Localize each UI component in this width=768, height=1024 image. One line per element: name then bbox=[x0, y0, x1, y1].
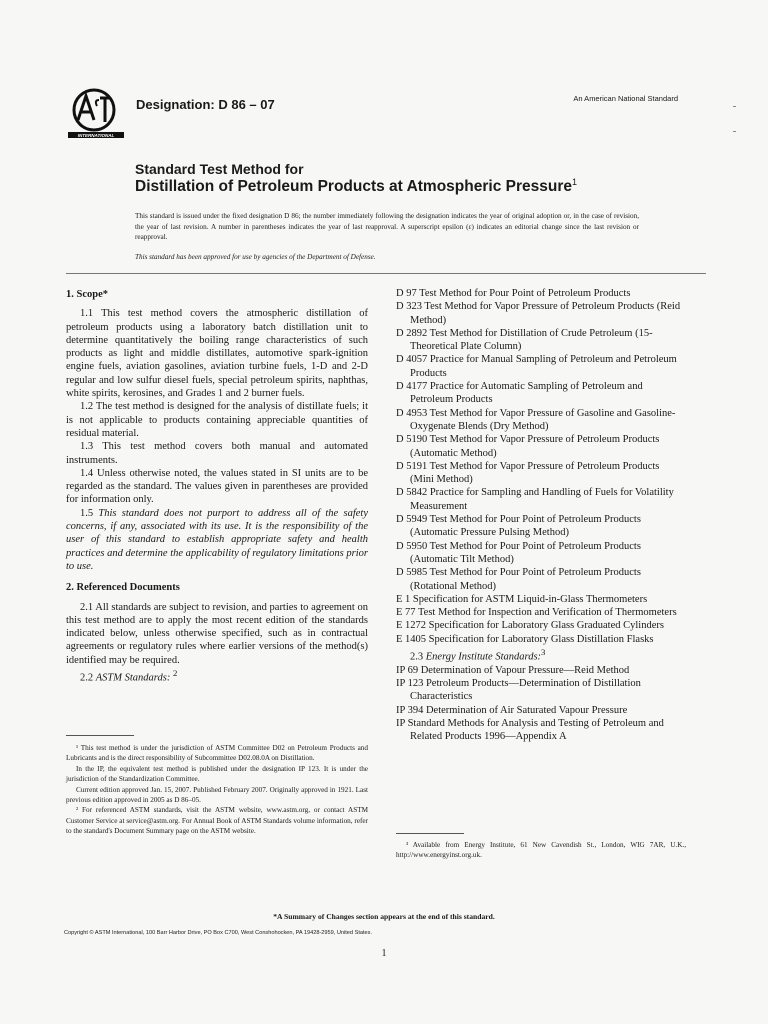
issued-notice: This standard is issued under the fixed designation D 86; the number immediately following the designation indicates the year of original adoption or, in the case of revision, the year of last revision. A number in parentheses indicates the year of last reapproval. A superscript epsilon (ε) indicates an editorial change since the last revision or reapproval. bbox=[135, 212, 639, 241]
footnote-3: ³ Available from Energy Institute, 61 New Cavendish St., London, WIG 7AR, U.K., http://www.energyinst.org.uk. bbox=[396, 841, 686, 860]
section-1-4: 1.4 Unless otherwise noted, the values stated in SI units are to be regarded as the standard. The values given in parentheses are provided for information only. bbox=[66, 467, 368, 506]
left-footnotes bbox=[66, 743, 368, 837]
section-2-2-text: ASTM Standards: bbox=[95, 672, 171, 684]
section-1-1: 1.1 This test method covers the atmospheric distillation of petroleum products using a laboratory batch distillation unit to determine quantitatively the boiling range characteristics of such products as light and middle distillates, automotive spark-ignition engine fuels, aviation gasolines, aviation turbine fuels, 1-D and 2-D regular and low sulfur diesel fuels, special petroleum spirits, naphthas, white spirits, kerosines, and Grades 1 and 2 burner fuels. bbox=[66, 308, 368, 400]
footnote-rule bbox=[396, 833, 464, 834]
section-1-5 bbox=[66, 507, 368, 573]
right-column bbox=[396, 287, 684, 744]
reference-item: D 5190 Test Method for Vapor Pressure of Petroleum Products (Automatic Method) bbox=[396, 434, 660, 459]
reference-item: D 5985 Test Method for Pour Point of Petroleum Products (Rotational Method) bbox=[396, 567, 641, 592]
svg-text:INTERNATIONAL: INTERNATIONAL bbox=[77, 133, 115, 138]
section-1-5-number: 1.5 bbox=[80, 507, 94, 519]
footnote-mark-3: 3 bbox=[541, 647, 546, 658]
reference-item: E 77 Test Method for Inspection and Verification of Thermometers bbox=[396, 607, 677, 619]
reference-item: D 5950 Test Method for Pour Point of Petroleum Products (Automatic Tilt Method) bbox=[396, 540, 641, 565]
summary-of-changes-note: *A Summary of Changes section appears at the end of this standard. bbox=[273, 912, 495, 921]
margin-tick bbox=[733, 131, 736, 132]
footnote-1-edition: Current edition approved Jan. 15, 2007. Published February 2007. Originally approved in 1921. Last previous edition approved in 2005 as D 86–05. bbox=[66, 785, 368, 805]
reference-item: D 4057 Practice for Manual Sampling of Petroleum and Petroleum Products bbox=[396, 354, 677, 379]
section-1-2: 1.2 The test method is designed for the analysis of distillate fuels; it is not applicable to products containing appreciable quantities of residual material. bbox=[66, 401, 368, 439]
scope-heading: 1. Scope* bbox=[66, 289, 108, 300]
reference-item: D 4177 Practice for Automatic Sampling of Petroleum and Petroleum Products bbox=[396, 381, 643, 406]
left-column bbox=[66, 288, 368, 685]
reference-item: D 2892 Test Method for Distillation of Crude Petroleum (15-Theoretical Plate Column) bbox=[396, 327, 653, 353]
title-footnote-mark: 1 bbox=[571, 177, 577, 187]
section-2-3-text: Energy Institute Standards: bbox=[425, 651, 542, 663]
ip-reference-item: IP 394 Determination of Air Saturated Vapour Pressure bbox=[396, 704, 628, 716]
footnote-rule bbox=[66, 735, 134, 736]
ip-reference-item: IP 123 Petroleum Products—Determination of Distillation Characteristics bbox=[396, 678, 641, 703]
footnote-2: ² For referenced ASTM standards, visit the ASTM website, www.astm.org, or contact ASTM Customer Service at service@astm.org. For Annual Book of ASTM Standards volume information, refer to the standard's Document Summary page on the ASTM website. bbox=[66, 806, 368, 836]
reference-item: D 5949 Test Method for Pour Point of Petroleum Products (Automatic Pressure Pulsing Method) bbox=[396, 514, 641, 539]
section-2-1: 2.1 All standards are subject to revision, and parties to agreement on this test method are to apply the most recent edition of the standards indicated below, unless otherwise specified, such as in contractual agreements or regulatory rules where earlier versions of the method(s) identified may be required. bbox=[66, 601, 368, 666]
section-1-3: 1.3 This test method covers both manual and automated instruments. bbox=[66, 441, 368, 466]
footnote-1: ¹ This test method is under the jurisdiction of ASTM Committee D02 on Petroleum Products and Lubricants and is the direct responsibility of Subcommittee D02.08.0A on Distillation. bbox=[66, 744, 368, 763]
title-text: Distillation of Petroleum Products at Atmospheric Pressure bbox=[135, 178, 572, 196]
section-2-3 bbox=[396, 646, 684, 664]
footnote-1-ip: In the IP, the equivalent test method is published under the designation IP 123. It is under the jurisdiction of the Standardization Committee. bbox=[66, 764, 368, 784]
header-divider bbox=[66, 273, 706, 274]
section-2-2-number: 2.2 bbox=[80, 672, 94, 684]
ip-reference-item: IP 69 Determination of Vapour Pressure—Reid Method bbox=[396, 664, 630, 676]
referenced-documents-heading: 2. Referenced Documents bbox=[66, 582, 180, 594]
title-line-2 bbox=[135, 177, 577, 196]
reference-item: D 4953 Test Method for Vapor Pressure of Gasoline and Gasoline-Oxygenate Blends (Dry Method) bbox=[396, 407, 676, 432]
reference-item: E 1272 Specification for Laboratory Glass Graduated Cylinders bbox=[396, 620, 664, 632]
margin-tick bbox=[733, 106, 736, 107]
designation: Designation: D 86 – 07 bbox=[136, 97, 275, 112]
reference-item: E 1405 Specification for Laboratory Glass Distillation Flasks bbox=[396, 633, 654, 645]
footnote-mark-2: 2 bbox=[172, 668, 178, 679]
right-footnotes bbox=[396, 840, 686, 861]
section-2-3-number: 2.3 bbox=[410, 651, 424, 663]
reference-item: D 97 Test Method for Pour Point of Petroleum Products bbox=[396, 288, 631, 299]
reference-item: D 5842 Practice for Sampling and Handling of Fuels for Volatility Measurement bbox=[396, 487, 674, 512]
reference-item: D 323 Test Method for Vapor Pressure of Petroleum Products (Reid Method) bbox=[396, 301, 681, 326]
section-1-5-text: This standard does not purport to address all of the safety concerns, if any, associated with its use. It is the responsibility of the user of this standard to establish appropriate safety and health practices and determine the applicability of regulatory limitations prior to use. bbox=[66, 507, 368, 572]
standard-type: An American National Standard bbox=[573, 94, 678, 103]
page-number: 1 bbox=[381, 948, 387, 959]
reference-item: D 5191 Test Method for Vapor Pressure of Petroleum Products (Mini Method) bbox=[396, 460, 660, 486]
ip-reference-item: IP Standard Methods for Analysis and Testing of Petroleum and Related Products 1996—Appendix A bbox=[396, 718, 664, 743]
reference-item: E 1 Specification for ASTM Liquid-in-Glass Thermometers bbox=[396, 593, 648, 605]
astm-logo bbox=[64, 86, 128, 142]
title-line-1: Standard Test Method for bbox=[135, 161, 304, 177]
copyright: Copyright © ASTM International, 100 Barr Harbor Drive, PO Box C700, West Conshohocken, PA 19428-2959, United States. bbox=[64, 930, 372, 936]
approved-notice: This standard has been approved for use by agencies of the Department of Defense. bbox=[135, 253, 376, 261]
section-2-2 bbox=[66, 667, 368, 685]
